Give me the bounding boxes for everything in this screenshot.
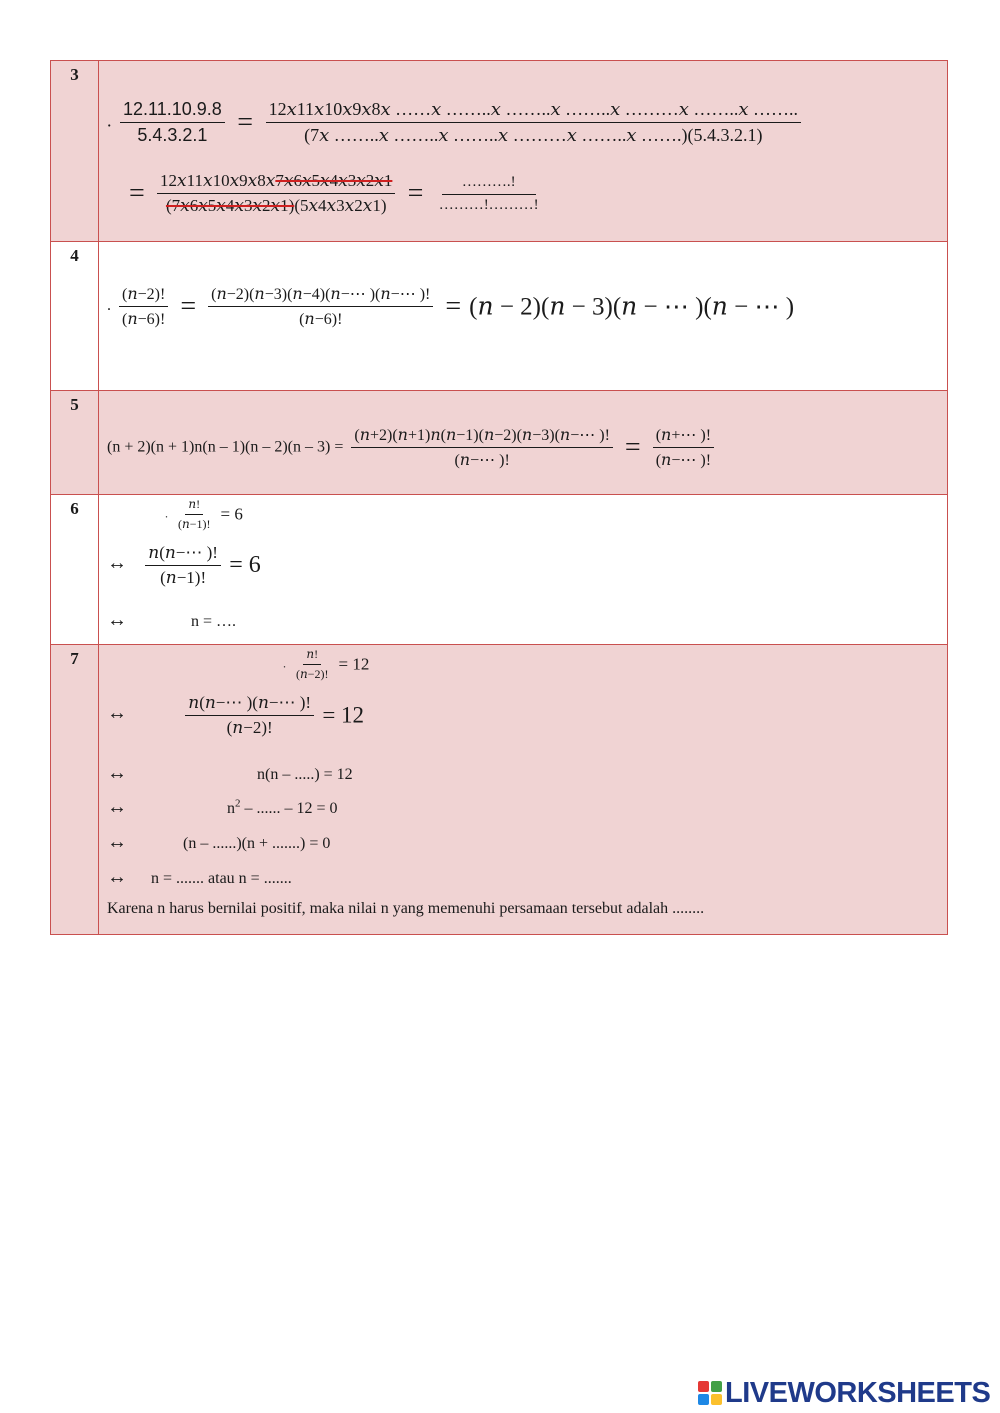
lead-dot: . <box>283 656 286 671</box>
row-number: 5 <box>51 391 99 495</box>
equals-sign: = <box>129 177 145 209</box>
fraction <box>120 99 225 146</box>
answer-text: n = …. <box>191 613 237 630</box>
numerator: (𝑛+⋯ )! <box>653 425 714 448</box>
numerator: 𝑛! <box>185 497 203 515</box>
fraction <box>119 284 168 329</box>
equation-line-2 <box>107 543 261 588</box>
fraction <box>175 497 213 532</box>
logo-icon <box>698 1381 722 1405</box>
row-4-content <box>99 242 948 391</box>
logo-square <box>698 1381 709 1392</box>
numerator: 12.11.10.9.8 <box>120 99 225 123</box>
step-text: n = ....... atau n = ....... <box>151 870 292 887</box>
denominator-kept: (5𝑥4𝑥3𝑥2𝑥1) <box>294 196 387 215</box>
fraction <box>185 693 314 738</box>
equation-line-3 <box>107 609 236 632</box>
equivalence-arrow: ↔ <box>107 796 127 818</box>
row-5-content <box>99 391 948 495</box>
lead-dot: . <box>165 506 168 521</box>
step-text-n: n <box>227 800 235 817</box>
numerator <box>157 171 395 194</box>
numerator: 𝑛! <box>303 647 321 665</box>
equivalence-arrow: ↔ <box>107 552 127 575</box>
fraction <box>653 425 714 470</box>
fraction <box>145 543 221 588</box>
equation-line-2 <box>125 171 546 216</box>
equation-line <box>107 284 794 329</box>
conclusion-text: Karena n harus bernilai positif, maka nilai n yang memenuhi persamaan tersebut adalah ........ <box>107 900 705 917</box>
equals-sign: = <box>445 290 462 322</box>
equals-sign: = <box>180 290 197 322</box>
brand-name: LIVEWORKSHEETS <box>725 1376 991 1409</box>
numerator: (𝑛−2)! <box>119 284 168 307</box>
equivalence-arrow: ↔ <box>107 609 127 631</box>
answer-numerator: ……….! <box>442 174 536 195</box>
equation-line-2 <box>107 693 364 738</box>
rhs: = 6 <box>229 552 261 578</box>
rhs: = 12 <box>338 654 370 674</box>
fraction <box>266 99 802 146</box>
step-text: n(n – .....) = 12 <box>257 766 353 783</box>
answer-fraction <box>436 174 542 214</box>
equals-sign: = <box>237 106 254 138</box>
lead-dot: . <box>107 297 111 315</box>
fraction <box>293 647 331 682</box>
numerator: 𝑛(𝑛−⋯ )(𝑛−⋯ )! <box>185 693 314 716</box>
row-7-content <box>99 645 948 935</box>
denominator: (𝑛−2)! <box>226 718 273 737</box>
numerator: 𝑛(𝑛−⋯ )! <box>145 543 221 566</box>
lhs-expression: (n + 2)(n + 1)n(n – 1)(n – 2)(n – 3) = <box>107 438 344 456</box>
numerator: (𝑛+2)(𝑛+1)𝑛(𝑛−1)(𝑛−2)(𝑛−3)(𝑛−⋯ )! <box>351 425 613 448</box>
equation-line-1 <box>107 99 805 146</box>
fraction <box>351 425 613 470</box>
logo-square <box>711 1381 722 1392</box>
equivalence-arrow: ↔ <box>107 831 127 853</box>
numerator-struck: 7𝑥6𝑥5𝑥4𝑥3𝑥2𝑥1 <box>275 171 393 190</box>
denominator <box>163 194 390 216</box>
denominator: (𝑛−⋯ )! <box>454 452 510 469</box>
step-text: (n – ......)(n + .......) = 0 <box>183 835 331 852</box>
denominator: (𝑛−2)! <box>296 667 329 681</box>
equivalence-arrow: ↔ <box>107 866 127 888</box>
equation-line-4 <box>107 796 338 819</box>
equation-line-3 <box>107 762 353 785</box>
row-5 <box>51 391 948 495</box>
equation-line-5 <box>107 831 330 854</box>
worksheet-table <box>50 60 948 935</box>
denominator: (𝑛−6)! <box>122 311 166 328</box>
row-4 <box>51 242 948 391</box>
liveworksheets-logo <box>698 1378 990 1408</box>
equation-line-1 <box>165 497 243 532</box>
denominator-struck: (7𝑥6𝑥5𝑥4𝑥3𝑥2𝑥1) <box>165 196 295 215</box>
denominator: 5.4.3.2.1 <box>137 125 208 145</box>
row-3-content <box>99 61 948 242</box>
equivalence-arrow: ↔ <box>107 702 127 725</box>
row-3 <box>51 61 948 242</box>
logo-square <box>698 1394 709 1405</box>
row-number: 7 <box>51 645 99 935</box>
rhs: = 6 <box>220 504 243 524</box>
equation-line-1 <box>283 647 369 682</box>
row-number: 4 <box>51 242 99 391</box>
exponent: 2 <box>235 797 241 810</box>
equivalence-arrow: ↔ <box>107 762 127 784</box>
result-expression: (𝑛 − 2)(𝑛 − 3)(𝑛 − ⋯ )(𝑛 − ⋯ ) <box>469 293 795 321</box>
fraction <box>208 284 433 329</box>
denominator: (𝑛−6)! <box>299 311 343 328</box>
rhs: = 12 <box>322 702 365 728</box>
equation-line-6 <box>107 866 292 889</box>
row-6 <box>51 495 948 645</box>
row-number: 6 <box>51 495 99 645</box>
lead-dot: . <box>107 110 112 131</box>
numerator-kept: 12𝑥11𝑥10𝑥9𝑥8𝑥 <box>160 171 276 190</box>
denominator: (7𝑥 ……..𝑥 ……..𝑥 ……..𝑥 ………𝑥 ……..𝑥 …….)(5.4.3.2.1) <box>304 125 763 145</box>
answer-denominator: ………!………! <box>438 196 539 213</box>
row-7 <box>51 645 948 935</box>
denominator: (𝑛−1)! <box>160 568 207 587</box>
numerator: (𝑛−2)(𝑛−3)(𝑛−4)(𝑛−⋯ )(𝑛−⋯ )! <box>208 284 433 307</box>
denominator: (𝑛−1)! <box>178 517 211 531</box>
equation-line <box>107 425 718 470</box>
step-text-rest: – ...... – 12 = 0 <box>240 800 338 817</box>
equals-sign: = <box>624 431 641 463</box>
fraction <box>157 171 395 216</box>
logo-square <box>711 1394 722 1405</box>
denominator: (𝑛−⋯ )! <box>655 452 712 469</box>
row-6-content <box>99 495 948 645</box>
equals-sign: = <box>407 177 424 209</box>
numerator: 12𝑥11𝑥10𝑥9𝑥8𝑥 ……𝑥 ……..𝑥 ……..𝑥 ……..𝑥 ………𝑥 ……..𝑥 …….. <box>266 99 802 123</box>
row-number: 3 <box>51 61 99 242</box>
